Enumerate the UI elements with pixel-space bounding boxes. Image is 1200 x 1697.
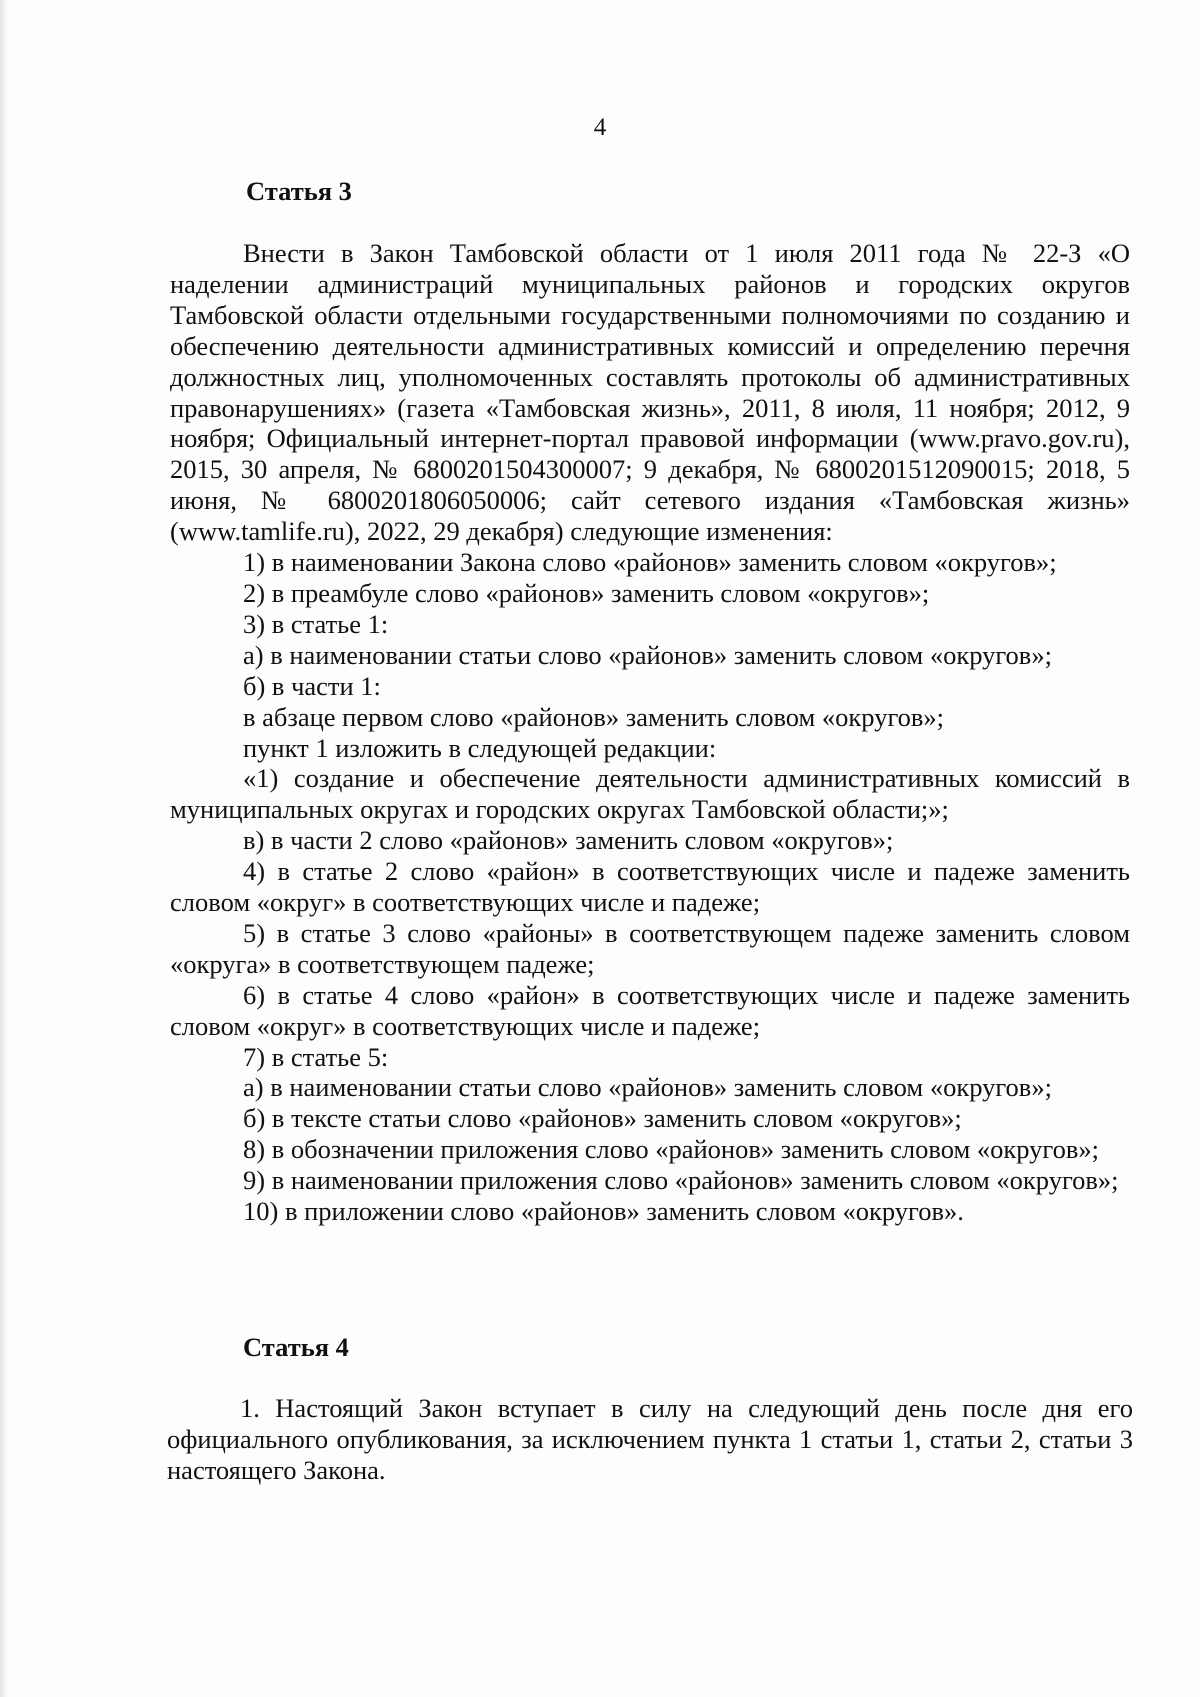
article-4-paragraph: 1. Настоящий Закон вступает в силу на следующий день после дня его официального опубликования, за исключением пункта 1 статьи 1, статьи 2, статьи 3 настоящего Закона. [167, 1393, 1133, 1485]
list-item: а) в наименовании статьи слово «районов» заменить словом «округов»; [243, 1072, 1052, 1103]
list-item: пункт 1 изложить в следующей редакции: [243, 732, 717, 763]
list-item: 7) в статье 5: [243, 1041, 389, 1072]
article-4-body [167, 1393, 1133, 1486]
list-item: 9) в наименовании приложения слово «районов» заменить словом «округов»; [243, 1165, 1119, 1196]
page-number: 4 [593, 114, 607, 141]
list-item: 5) в статье 3 слово «районы» в соответствующем падеже заменить словом «округа» в соответствующем падеже; [170, 917, 1130, 979]
article-3-section [170, 176, 1130, 207]
article-3-body [170, 238, 1130, 1227]
article-4-title: Статья 4 [243, 1332, 349, 1362]
list-item: 10) в приложении слово «районов» заменить словом «округов». [243, 1196, 964, 1227]
article-3-title: Статья 3 [246, 176, 352, 206]
list-item: 4) в статье 2 слово «район» в соответствующих числе и падеже заменить словом «округ» в соответствующих числе и падеже; [170, 856, 1130, 918]
list-item: 8) в обозначении приложения слово «районов» заменить словом «округов»; [243, 1134, 1099, 1165]
list-item: 1) в наименовании Закона слово «районов» заменить словом «округов»; [243, 547, 1057, 578]
scan-edge-shadow [0, 0, 8, 1697]
list-item: б) в части 1: [243, 670, 381, 701]
list-item: 6) в статье 4 слово «район» в соответствующих числе и падеже заменить словом «округ» в соответствующих числе и падеже; [170, 979, 1130, 1041]
list-item: б) в тексте статьи слово «районов» заменить словом «округов»; [243, 1103, 962, 1134]
list-item: 2) в преамбуле слово «районов» заменить словом «округов»; [243, 577, 930, 608]
list-item: в абзаце первом слово «районов» заменить словом «округов»; [243, 701, 945, 732]
article-3-intro: Внести в Закон Тамбовской области от 1 июля 2011 года № 22-З «О наделении администраций муниципальных районов и городских округов Тамбовской области отдельными государственными полномочиями по созданию и обеспечению деятельности административных комиссий и определению перечня должностных лиц, уполномоченных составлять протоколы об административных правонарушениях» (газета «Тамбовская жизнь», 2011, 8 июля, 11 ноября; 2012, 9 ноября; Официальный интернет-портал правовой информации (www.pravo.gov.ru), 2015, 30 апреля, № 6800201504300007; 9 декабря, № 6800201512090015; 2018, 5 июня, № 6800201806050006; сайт сетевого издания «Тамбовская жизнь» (www.tamlife.ru), 2022, 29 декабря) следующие изменения: [170, 238, 1130, 547]
list-item: в) в части 2 слово «районов» заменить словом «округов»; [243, 825, 894, 856]
list-item: «1) создание и обеспечение деятельности административных комиссий в муниципальных округах и городских округах Тамбовской области;»; [170, 763, 1130, 825]
article-4-section [167, 1332, 1127, 1363]
list-item: 3) в статье 1: [243, 608, 389, 639]
list-item: а) в наименовании статьи слово «районов» заменить словом «округов»; [243, 639, 1052, 670]
